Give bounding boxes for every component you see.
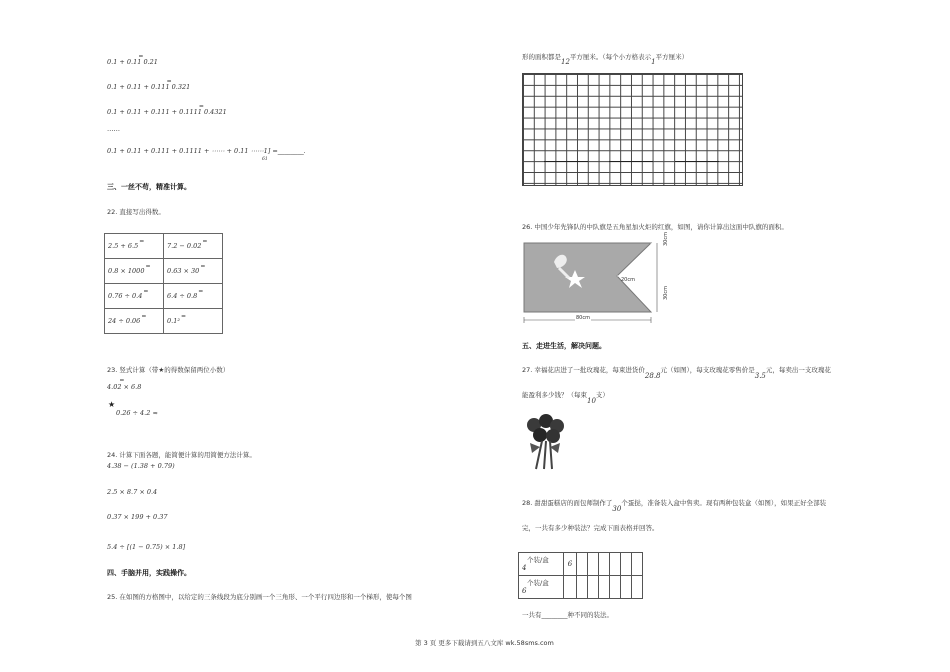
calc-cell: 6.4 ÷ 0.8= [164,284,223,309]
row-header: 个装/盒 4 [519,553,564,576]
calc-cell: 0.63 × 30= [164,259,223,284]
table-cell[interactable] [621,553,632,576]
table-cell[interactable] [599,576,610,599]
q28-text-line2: 完，一共有多少种装法？完成下面表格并回答。 [522,524,659,532]
seq-expr: 0.1 + 0.11 + 0.111 + 0.1111 + ⋯⋯ + 0.11 ⋯⋯1] [107,147,271,155]
table-cell[interactable] [564,576,577,599]
calc-cell: 0.8 × 1000= [105,259,164,284]
unit-value: 1 [651,58,656,66]
table-cell[interactable] [610,576,621,599]
section-5-title: 五、走进生活，解决问题。 [522,342,606,350]
page-footer: 第 3 页 更多下载请到五八文库 wk.58sms.com [415,639,554,647]
calc-cell: 0.76 ÷ 0.4= [105,284,164,309]
mental-calc-table [104,233,223,334]
rose-bouquet-image [522,413,570,471]
seq-blank: =________. [272,147,306,155]
box-combination-table [518,552,643,599]
table-cell[interactable] [632,553,643,576]
q23a-expr: 4.02 × 6.8 = [107,377,142,391]
equal-sign: = [198,103,204,110]
flag-label-bottom: 80cm [576,315,590,321]
area-value: 12 [561,58,570,66]
q22-text: 22. 直接写出得数。 [107,208,165,216]
table-cell[interactable] [588,576,599,599]
calc-cell: 2.5 + 6.5= [105,234,164,259]
base-segment-3 [675,161,719,162]
section-3-title: 三、一丝不苟，精准计算。 [107,183,191,191]
table-cell[interactable] [588,553,599,576]
q24-item: 5.4 ÷ [(1 − 0.75) × 1.8] [107,543,186,551]
q28-answer: 一共有________种不同的装法。 [522,611,613,619]
seq-subscript: 61 [262,157,268,162]
calc-cell: 7.2 − 0.02= [164,234,223,259]
q23b-expr: 0.26 ÷ 4.2 ≈ [116,409,158,417]
table-row [519,553,643,576]
q24-item: 0.37 × 199 + 0.37 [107,513,168,521]
q26-text: 26. 中国少年先锋队的中队旗是五角星加火炬的红旗，如图，请你计算出这面中队旗的面积。 [522,223,788,231]
flag-label-notch: 20cm [621,277,635,283]
q23-text: 23. 竖式计算（带★的得数保留两位小数） [107,366,230,374]
table-row [519,576,643,599]
calc-cell: 0.1²= [164,309,223,334]
q24-text: 24. 计算下面各题，能简便计算的用简便方法计算。 [107,451,256,459]
table-cell[interactable]: 6 [564,553,577,576]
seq-line-2 [107,78,191,91]
q25-continued: 形的面积都是12平方厘米。（每个小方格表示1平方厘米） [522,53,689,66]
q28-text: 28. 甜甜蛋糕店的面包师制作了30个蛋挞，准备装入盒中售卖。现有两种包装盒（如图），如果正好全部装 [522,499,827,513]
base-segment-1 [544,161,588,162]
flag-label-right-bottom: 30cm [663,286,669,300]
seq-line-3 [107,103,227,116]
table-cell[interactable] [599,553,610,576]
flag-label-right-top: 30cm [663,232,669,246]
flag-figure [521,240,671,330]
seq-expr: 0.1 + 0.11 [107,58,142,66]
seq-result: 0.4321 [203,108,227,116]
seq-result: 0.321 [171,83,191,91]
equal-sign: = [166,78,172,85]
q27-text-line2: 能盈利多少钱？（每束10支） [522,391,609,405]
star-icon: ★ [108,400,116,409]
equal-sign: = [138,53,144,60]
row-header: 个装/盒 6 [519,576,564,599]
section-4-title: 四、手脑并用，实践操作。 [107,569,191,577]
seq-line-general [107,147,306,155]
base-segment-2 [609,161,653,162]
table-cell[interactable] [632,576,643,599]
calc-cell: 24 ÷ 0.06= [105,309,164,334]
table-cell[interactable] [577,553,588,576]
seq-line-1 [107,53,158,66]
seq-expr: 0.1 + 0.11 + 0.111 + 0.1111 [107,108,202,116]
seq-ellipsis: …… [107,125,120,133]
table-cell[interactable] [610,553,621,576]
q24-item: 2.5 × 8.7 × 0.4 [107,488,158,496]
q27-text: 27. 幸福花店进了一批玫瑰花，每束进货价28.8元（如图），每支玫瑰花零售价是3.5元，每卖出一支玫瑰花 [522,366,831,380]
q25-text: 25. 在如图的方格图中，以给定的三条线段为底分别画一个三角形、一个平行四边形和一个梯形，使每个图 [107,593,412,601]
table-cell[interactable] [577,576,588,599]
q24-item: 4.38 − (1.38 + 0.79) [107,462,175,470]
seq-expr: 0.1 + 0.11 + 0.111 [107,83,170,91]
square-grid[interactable] [522,73,743,186]
table-cell[interactable] [621,576,632,599]
seq-result: 0.21 [143,58,158,66]
